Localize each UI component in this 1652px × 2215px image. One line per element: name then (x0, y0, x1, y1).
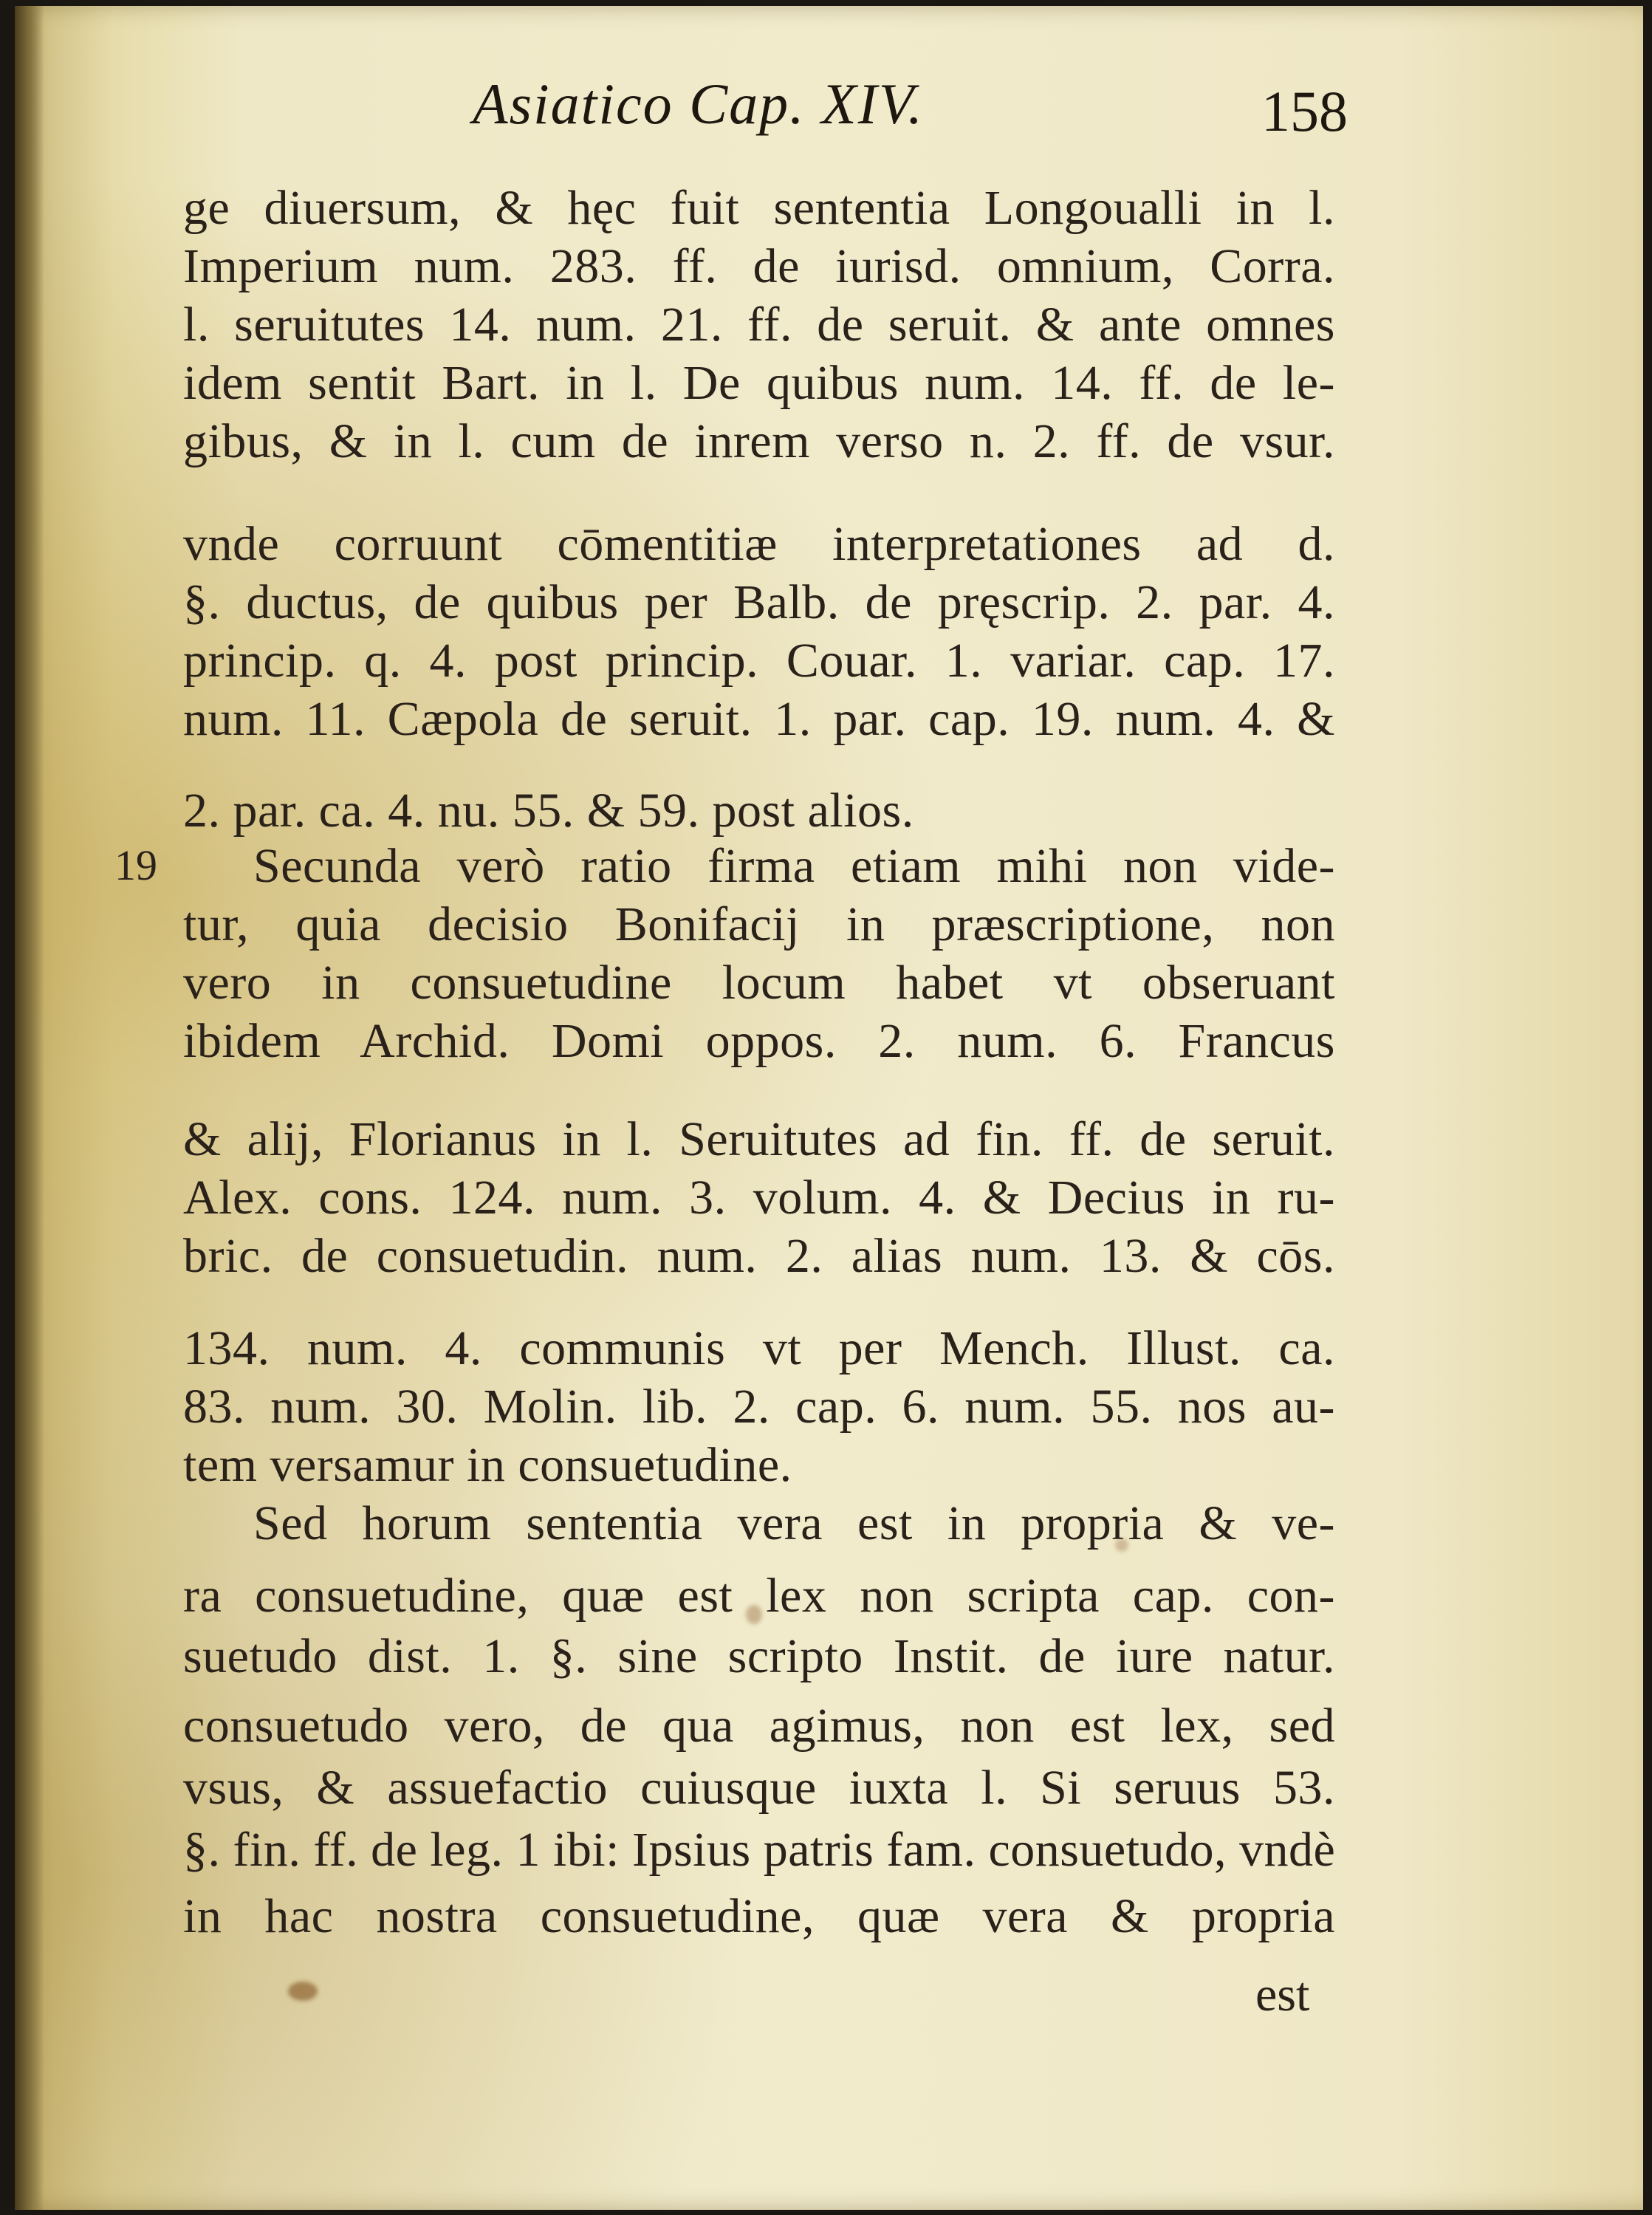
text-line: & alij, Florianus in l. Seruitutes ad fin. ff. de seruit. (183, 1112, 1335, 1166)
margin-note-number: 19 (114, 841, 157, 889)
catchword: est (1255, 1968, 1310, 2021)
text-line: num. 11. Cæpola de seruit. 1. par. cap. 19. num. 4. & (183, 692, 1335, 746)
text-line: 2. par. ca. 4. nu. 55. & 59. post alios. (183, 784, 914, 838)
page-gutter (15, 6, 44, 2210)
text-line: §. ductus, de quibus per Balb. de pręscrip. 2. par. 4. (183, 575, 1335, 629)
text-line: consuetudo vero, de qua agimus, non est lex, sed (183, 1699, 1335, 1753)
page-number: 158 (1261, 79, 1348, 143)
text-line: suetudo dist. 1. §. sine scripto Instit. de iure natur. (183, 1629, 1335, 1683)
text-line: vnde corruunt cōmentitiæ interpretationes ad d. (183, 517, 1335, 571)
text-line: Alex. cons. 124. num. 3. volum. 4. & Decius in ru- (183, 1171, 1335, 1225)
text-line: vero in consuetudine locum habet vt obseruant (183, 956, 1335, 1010)
text-line: princip. q. 4. post princip. Couar. 1. variar. cap. 17. (183, 634, 1335, 688)
text-line: tem versamur in consuetudine. (183, 1438, 792, 1492)
text-line: 134. num. 4. communis vt per Mench. Illust. ca. (183, 1321, 1335, 1375)
text-line: Sed horum sententia vera est in propria & ve- (253, 1496, 1335, 1550)
text-line: l. seruitutes 14. num. 21. ff. de seruit. & ante omnes (183, 298, 1335, 352)
text-line: tur, quia decisio Bonifacij in præscriptione, non (183, 897, 1335, 951)
text-line: ra consuetudine, quæ est lex non scripta cap. con- (183, 1569, 1335, 1623)
text-line: idem sentit Bart. in l. De quibus num. 14. ff. de le- (183, 356, 1335, 410)
text-line: vsus, & assuefactio cuiusque iuxta l. Si seruus 53. (183, 1761, 1335, 1815)
text-line: ibidem Archid. Domi oppos. 2. num. 6. Francus (183, 1014, 1335, 1068)
text-line: in hac nostra consuetudine, quæ vera & propria (183, 1889, 1335, 1943)
text-line: §. fin. ff. de leg. 1 ibi: Ipsius patris fam. consuetudo, vndè (183, 1823, 1336, 1877)
text-line: gibus, & in l. cum de inrem verso n. 2. ff. de vsur. (183, 414, 1335, 468)
text-line: bric. de consuetudin. num. 2. alias num. 13. & cōs. (183, 1229, 1335, 1283)
book-page (15, 6, 1643, 2210)
text-line: Secunda verò ratio firma etiam mihi non vide- (253, 839, 1335, 893)
text-line: 83. num. 30. Molin. lib. 2. cap. 6. num. 55. nos au- (183, 1380, 1335, 1434)
text-line: ge diuersum, & hęc fuit sententia Longoualli in l. (183, 181, 1335, 235)
foxing-stain (288, 1982, 318, 2001)
running-head: Asiatico Cap. XIV. (473, 72, 924, 136)
text-line: Imperium num. 283. ff. de iurisd. omnium, Corra. (183, 239, 1335, 293)
